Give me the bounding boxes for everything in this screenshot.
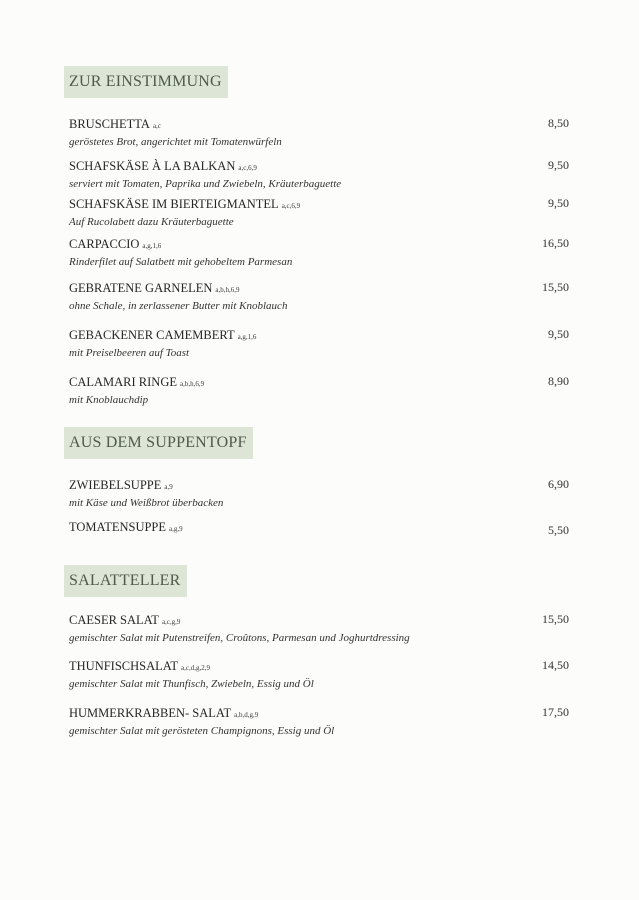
item-allergens: a,g,1,6: [142, 242, 162, 250]
item-name: HUMMERKRABBEN- SALAT: [69, 706, 232, 720]
item-name: BRUSCHETTA: [69, 117, 150, 131]
section-title-zur-einstimmung: ZUR EINSTIMMUNG: [64, 66, 228, 98]
item-price: 5,50: [548, 523, 569, 537]
item-name: SCHAFSKÄSE À LA BALKAN: [69, 159, 236, 173]
section-title-salatteller: SALATTELLER: [64, 565, 187, 597]
item-description: mit Käse und Weißbrot überbacken: [69, 497, 224, 509]
menu-item-caeser-salat: [69, 612, 579, 646]
menu-item-bruschetta: [69, 116, 579, 150]
item-price: 9,50: [548, 327, 569, 341]
item-description: Rinderfilet auf Salatbett mit gehobeltem Parmesan: [69, 256, 293, 268]
item-price: 17,50: [542, 705, 569, 719]
item-name: ZWIEBELSUPPE: [69, 478, 162, 492]
item-allergens: a,9: [164, 483, 173, 491]
menu-item-gebackener-camembert: [69, 327, 579, 361]
item-description: mit Preiselbeeren auf Toast: [69, 347, 190, 359]
item-allergens: a,g,9: [169, 525, 183, 533]
menu-item-tomatensuppe: [69, 519, 579, 537]
item-description: serviert mit Tomaten, Paprika und Zwiebeln, Kräuterbaguette: [69, 178, 342, 190]
menu-item-schafskaese-balkan: [69, 158, 579, 192]
item-price: 15,50: [542, 280, 569, 294]
item-name: TOMATENSUPPE: [69, 520, 167, 534]
item-name: CALAMARI RINGE: [69, 375, 177, 389]
item-name: SCHAFSKÄSE IM BIERTEIGMANTEL: [69, 197, 279, 211]
item-allergens: a,b,d,g,9: [234, 711, 259, 719]
item-allergens: a,c,6,9: [281, 202, 301, 210]
item-allergens: a,b,h,6,9: [215, 286, 240, 294]
menu-item-thunfischsalat: [69, 658, 579, 692]
item-description: ohne Schale, in zerlassener Butter mit Knoblauch: [69, 300, 288, 312]
item-description: gemischter Salat mit Thunfisch, Zwiebeln, Essig und Öl: [69, 678, 314, 690]
menu-item-hummerkrabben-salat: [69, 705, 579, 739]
item-price: 9,50: [548, 196, 569, 210]
item-allergens: a,c,6,9: [238, 164, 257, 172]
item-name: CAESER SALAT: [69, 613, 159, 627]
item-price: 16,50: [542, 236, 569, 250]
item-allergens: a,c,g,9: [161, 618, 181, 626]
item-allergens: a,c: [152, 122, 161, 130]
item-description: geröstetes Brot, angerichtet mit Tomatenwürfeln: [69, 136, 282, 148]
menu-item-zwiebelsuppe: [69, 477, 579, 511]
item-description: gemischter Salat mit Putenstreifen, Croûtons, Parmesan und Joghurtdressing: [69, 632, 410, 644]
menu-item-carpaccio: [69, 236, 579, 270]
item-price: 9,50: [548, 158, 569, 172]
menu-item-gebratene-garnelen: [69, 280, 579, 314]
item-allergens: a,c,d,g,2,9: [181, 664, 211, 672]
item-allergens: a,b,h,6,9: [179, 380, 205, 388]
item-price: 14,50: [542, 658, 569, 672]
item-description: mit Knoblauchdip: [69, 394, 149, 406]
menu-item-schafskaese-bierteig: [69, 196, 579, 230]
section-title-aus-dem-suppentopf: AUS DEM SUPPENTOPF: [64, 427, 253, 459]
item-price: 6,90: [548, 477, 569, 491]
item-description: Auf Rucolabett dazu Kräuterbaguette: [69, 216, 234, 228]
item-name: GEBACKENER CAMEMBERT: [69, 328, 235, 342]
item-name: GEBRATENE GARNELEN: [69, 281, 213, 295]
item-allergens: a,g,1,6: [237, 333, 257, 341]
item-price: 15,50: [542, 612, 569, 626]
item-description: gemischter Salat mit gerösteten Champignons, Essig und Öl: [69, 725, 335, 737]
menu-item-calamari-ringe: [69, 374, 579, 408]
item-price: 8,50: [548, 116, 569, 130]
item-name: THUNFISCHSALAT: [69, 659, 179, 673]
item-price: 8,90: [548, 374, 569, 388]
item-name: CARPACCIO: [69, 237, 140, 251]
